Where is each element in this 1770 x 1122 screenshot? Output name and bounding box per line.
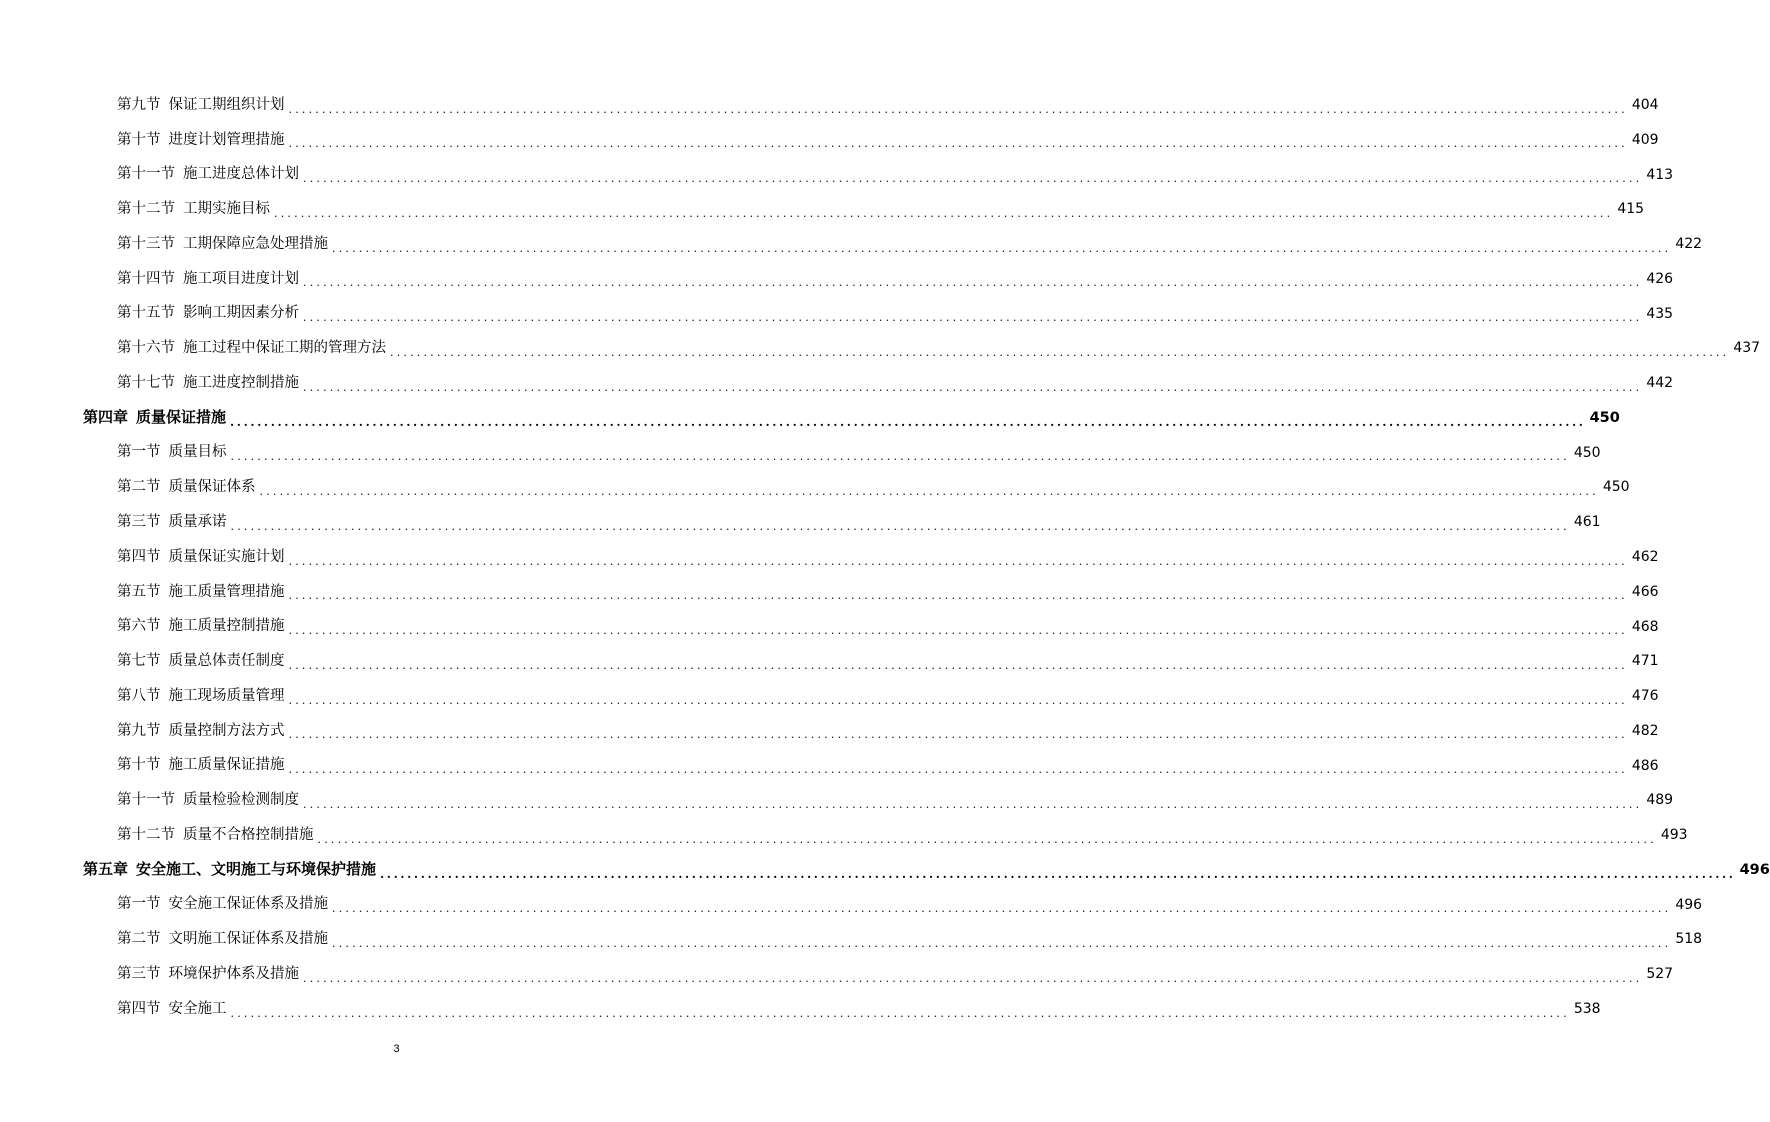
toc-entry-title [117, 272, 299, 287]
toc-entry-number: 第十三节 [117, 235, 175, 252]
toc-dot-leader: ........................................................................................................................................................................................................ [332, 241, 1672, 255]
toc-entry-number: 第十四节 [117, 270, 175, 287]
toc-entry-title [117, 654, 285, 669]
toc-entry-number: 第二节 [117, 931, 161, 948]
toc-entry-title [117, 758, 285, 773]
toc-entry-number: 第七节 [117, 653, 161, 670]
toc-section-entry[interactable] [117, 544, 1659, 570]
toc-entry-title [117, 1002, 227, 1017]
toc-entry-number: 第十七节 [117, 374, 175, 391]
toc-entry-page: 496 [1739, 861, 1770, 878]
toc-section-entry[interactable] [117, 335, 1761, 361]
toc-section-entry[interactable] [117, 822, 1688, 848]
toc-entry-page: 413 [1646, 166, 1674, 183]
toc-dot-leader: ........................................................................................................................................................................................................ [380, 866, 1736, 881]
toc-entry-number: 第十二节 [117, 826, 175, 843]
toc-entry-page: 518 [1675, 931, 1703, 948]
toc-dot-leader: ........................................................................................................................................................................................................ [390, 345, 1730, 359]
toc-section-entry[interactable] [117, 579, 1659, 605]
toc-section-entry[interactable] [117, 926, 1703, 952]
toc-entry-number: 第六节 [117, 618, 161, 635]
toc-entry-text: 施工质量管理措施 [168, 583, 285, 600]
toc-entry-text: 质量总体责任制度 [168, 653, 285, 670]
toc-entry-text: 安全施工、文明施工与环境保护措施 [136, 860, 377, 879]
toc-entry-title [83, 862, 376, 877]
toc-entry-number: 第一节 [117, 444, 161, 461]
toc-dot-leader: ........................................................................................................................................................................................................ [303, 971, 1643, 985]
toc-chapter-entry[interactable] [83, 857, 1770, 883]
toc-entry-page: 496 [1675, 896, 1703, 913]
toc-entry-page: 404 [1631, 97, 1659, 113]
toc-entry-page: 462 [1631, 549, 1659, 565]
toc-entry-page: 415 [1617, 201, 1645, 218]
toc-dot-leader: ........................................................................................................................................................................................................ [303, 276, 1643, 290]
toc-dot-leader: ........................................................................................................................................................................................................ [288, 728, 1628, 742]
toc-entry-text: 施工进度控制措施 [183, 374, 299, 391]
toc-dot-leader: ........................................................................................................................................................................................................ [230, 450, 1570, 464]
toc-section-entry[interactable] [117, 718, 1659, 744]
toc-entry-text: 进度计划管理措施 [168, 131, 285, 148]
toc-dot-leader: ........................................................................................................................................................................................................ [303, 311, 1643, 325]
toc-entry-number: 第二节 [117, 479, 161, 496]
toc-entry-page: 461 [1573, 514, 1601, 531]
toc-entry-title [117, 202, 270, 217]
toc-dot-leader: ........................................................................................................................................................................................................ [288, 763, 1628, 777]
toc-entry-title [117, 480, 256, 495]
toc-entry-page: 476 [1631, 688, 1659, 705]
toc-entry-text: 质量目标 [168, 444, 227, 461]
toc-entry-number: 第九节 [117, 722, 161, 739]
toc-entry-text: 质量检验检测制度 [183, 792, 299, 809]
toc-entry-number: 第十五节 [117, 305, 175, 322]
toc-section-entry[interactable] [117, 266, 1674, 292]
toc-dot-leader: ........................................................................................................................................................................................................ [288, 624, 1628, 638]
toc-dot-leader: ........................................................................................................................................................................................................ [317, 832, 1657, 846]
toc-entry-title [117, 967, 299, 982]
toc-entry-title [117, 133, 285, 148]
toc-entry-text: 质量保证措施 [136, 408, 227, 427]
toc-entry-page: 527 [1646, 966, 1674, 983]
toc-entry-text: 施工项目进度计划 [183, 270, 299, 287]
toc-section-entry[interactable] [117, 440, 1601, 466]
toc-dot-leader: ........................................................................................................................................................................................................ [332, 902, 1672, 916]
toc-entry-text: 施工质量控制措施 [168, 618, 285, 635]
toc-section-entry[interactable] [117, 370, 1674, 396]
toc-dot-leader: ........................................................................................................................................................................................................ [303, 797, 1643, 811]
toc-entry-page: 466 [1631, 583, 1659, 600]
page-number: 3 [393, 1043, 400, 1055]
toc-entry-title [117, 167, 299, 182]
toc-section-entry[interactable] [117, 127, 1659, 153]
toc-entry-title [117, 932, 328, 947]
toc-entry-text: 安全施工 [168, 1000, 227, 1017]
toc-dot-leader: ........................................................................................................................................................................................................ [288, 554, 1628, 568]
toc-entry-text: 质量保证体系 [168, 479, 256, 496]
toc-section-entry[interactable] [117, 162, 1674, 188]
toc-dot-leader: ........................................................................................................................................................................................................ [274, 206, 1614, 220]
toc-entry-title [117, 550, 285, 565]
toc-entry-page: 468 [1631, 618, 1659, 635]
toc-entry-text: 安全施工保证体系及措施 [168, 896, 328, 913]
toc-entry-page: 409 [1631, 131, 1659, 148]
toc-section-entry[interactable] [117, 753, 1659, 779]
toc-entry-page: 450 [1589, 409, 1620, 426]
toc-entry-page: 442 [1646, 375, 1674, 392]
toc-entry-number: 第十节 [117, 131, 161, 148]
toc-entry-number: 第四节 [117, 1000, 161, 1017]
toc-entry-page: 437 [1733, 340, 1761, 357]
toc-entry-text: 质量不合格控制措施 [183, 826, 314, 843]
toc-section-entry[interactable] [117, 787, 1674, 813]
toc-entry-page: 486 [1631, 757, 1659, 774]
toc-entry-page: 471 [1631, 653, 1659, 670]
toc-entry-page: 422 [1675, 236, 1703, 253]
toc-entry-text: 环境保护体系及措施 [168, 966, 299, 982]
toc-entry-page: 435 [1646, 305, 1674, 322]
toc-section-entry[interactable] [117, 648, 1659, 674]
toc-entry-text: 文明施工保证体系及措施 [168, 931, 328, 948]
toc-entry-number: 第四章 [83, 408, 129, 427]
toc-entry-number: 第十六节 [117, 340, 175, 357]
toc-dot-leader: ........................................................................................................................................................................................................ [230, 414, 1586, 429]
toc-section-entry[interactable] [117, 996, 1601, 1022]
toc-entry-title [117, 98, 285, 113]
toc-entry-title [83, 410, 226, 425]
toc-entry-number: 第三节 [117, 966, 161, 982]
toc-dot-leader: ........................................................................................................................................................................................................ [230, 519, 1570, 533]
toc-entry-page: 493 [1660, 827, 1688, 844]
toc-entry-number: 第八节 [117, 687, 161, 704]
toc-entry-text: 保证工期组织计划 [168, 96, 285, 113]
toc-entry-number: 第十一节 [117, 792, 175, 809]
toc-chapter-entry[interactable] [83, 405, 1620, 431]
toc-entry-number: 第十节 [117, 757, 161, 774]
toc-entry-title [117, 724, 285, 739]
toc-entry-number: 第九节 [117, 96, 161, 113]
toc-dot-leader: ........................................................................................................................................................................................................ [303, 172, 1643, 186]
toc-dot-leader: ........................................................................................................................................................................................................ [288, 137, 1628, 151]
toc-entry-title [117, 897, 328, 912]
toc-entry-number: 第五节 [117, 583, 161, 600]
toc-section-entry[interactable] [117, 92, 1659, 118]
toc-dot-leader: ........................................................................................................................................................................................................ [288, 693, 1628, 707]
toc-entry-page: 482 [1631, 722, 1659, 739]
toc-entry-page: 538 [1573, 1001, 1601, 1018]
toc-dot-leader: ........................................................................................................................................................................................................ [259, 484, 1599, 498]
toc-dot-leader: ........................................................................................................................................................................................................ [288, 589, 1628, 603]
toc-section-entry[interactable] [117, 301, 1674, 327]
toc-entry-text: 质量承诺 [168, 513, 227, 530]
toc-entry-title [117, 306, 299, 321]
toc-entry-text: 施工过程中保证工期的管理方法 [183, 340, 386, 357]
toc-entry-title [117, 376, 299, 391]
toc-entry-text: 施工进度总体计划 [183, 166, 299, 183]
toc-entry-title [117, 237, 328, 252]
toc-entry-page: 450 [1602, 479, 1630, 496]
toc-entry-title [117, 793, 299, 808]
toc-section-entry[interactable] [117, 961, 1674, 987]
toc-dot-leader: ........................................................................................................................................................................................................ [288, 102, 1628, 116]
toc-dot-leader: ........................................................................................................................................................................................................ [332, 936, 1672, 950]
toc-dot-leader: ........................................................................................................................................................................................................ [288, 658, 1628, 672]
toc-entry-title [117, 341, 386, 356]
toc-section-entry[interactable] [117, 892, 1703, 918]
toc-entry-number: 第十一节 [117, 166, 175, 183]
toc-entry-number: 第四节 [117, 548, 161, 565]
toc-entry-text: 工期实施目标 [183, 201, 270, 218]
toc-section-entry[interactable] [117, 231, 1703, 257]
toc-section-entry[interactable] [117, 614, 1659, 640]
toc-entry-page: 426 [1646, 270, 1674, 287]
toc-section-entry[interactable] [117, 474, 1630, 500]
toc-section-entry[interactable] [117, 196, 1645, 222]
toc-entry-text: 施工现场质量管理 [168, 687, 285, 704]
toc-entry-text: 施工质量保证措施 [168, 757, 285, 774]
toc-entry-number: 第三节 [117, 513, 161, 530]
toc-entry-text: 影响工期因素分析 [183, 305, 299, 322]
toc-entry-text: 质量保证实施计划 [168, 548, 285, 565]
toc-section-entry[interactable] [117, 683, 1659, 709]
toc-dot-leader: ........................................................................................................................................................................................................ [303, 380, 1643, 394]
toc-entry-title [117, 515, 227, 530]
toc-entry-title [117, 689, 285, 704]
toc-entry-page: 489 [1646, 792, 1674, 809]
toc-entry-text: 工期保障应急处理措施 [183, 235, 328, 252]
toc-entry-title [117, 585, 285, 600]
toc-entry-page: 450 [1573, 444, 1601, 461]
toc-section-entry[interactable] [117, 509, 1601, 535]
toc-entry-title [117, 445, 227, 460]
toc-dot-leader: ........................................................................................................................................................................................................ [230, 1006, 1570, 1020]
toc-entry-number: 第一节 [117, 896, 161, 913]
toc-entry-number: 第十二节 [117, 201, 175, 218]
toc-entry-title [117, 828, 314, 843]
toc-entry-text: 质量控制方法方式 [168, 722, 285, 739]
toc-entry-number: 第五章 [83, 860, 129, 879]
toc-entry-title [117, 619, 285, 634]
